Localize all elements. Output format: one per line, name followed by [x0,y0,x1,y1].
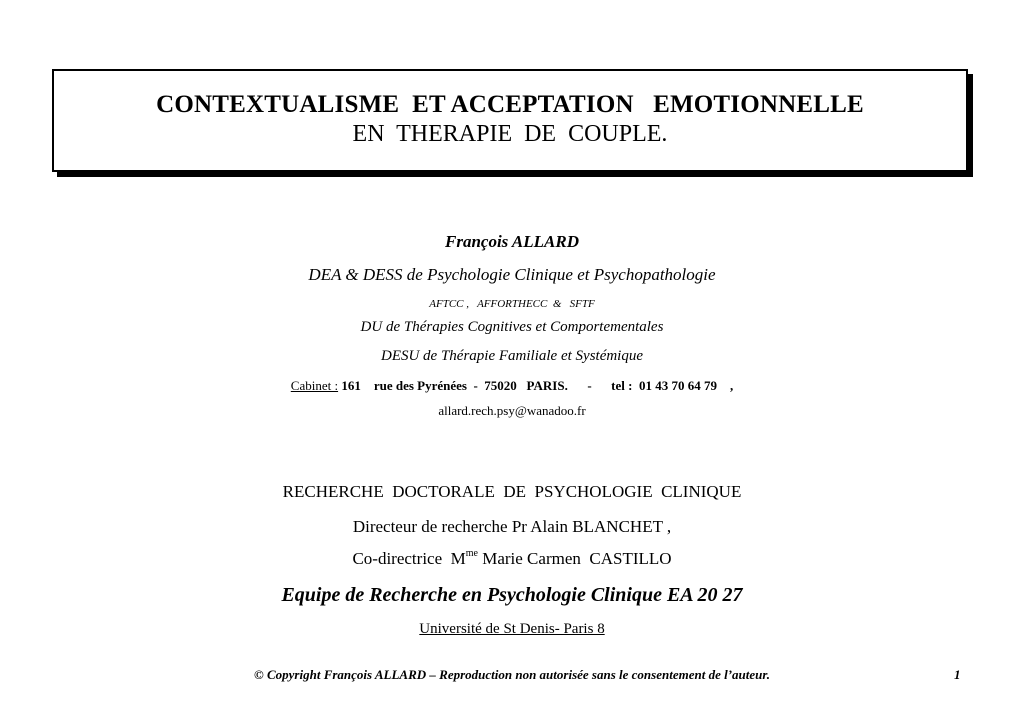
author-associations: AFTCC , AFFORTHECC & SFTF [429,298,595,310]
author-degree-1: DEA & DESS de Psychologie Clinique et Psychopathologie [308,265,716,284]
author-degree-2: DU de Thérapies Cognitives et Comportementales [360,319,664,335]
cabinet-line [0,378,1024,394]
copyright-footer: © Copyright François ALLARD – Reproduction non autorisée sans le consentement de l’auteur. [254,667,770,682]
cabinet-address: 161 rue des Pyrénées - 75020 PARIS. - tel : 01 43 70 64 79 , [338,378,734,393]
author-name: François ALLARD [445,232,579,251]
author-degree-3: DESU de Thérapie Familiale et Systémique [380,348,644,364]
document-subtitle: EN THERAPIE DE COUPLE. [352,121,668,147]
research-codirector [0,548,1024,569]
cabinet-label: Cabinet : [290,378,339,393]
page-number: 1 [954,667,961,682]
codirector-prefix: Co-directrice M [352,549,466,568]
research-program: RECHERCHE DOCTORALE DE PSYCHOLOGIE CLINIQUE [282,482,742,501]
author-email: allard.rech.psy@wanadoo.fr [438,403,586,418]
codirector-title-sup: me [465,548,478,559]
research-director: Directeur de recherche Pr Alain BLANCHET , [352,517,672,536]
university: Université de St Denis- Paris 8 [419,621,605,637]
research-team: Equipe de Recherche en Psychologie Clinique EA 20 27 [281,584,743,606]
codirector-name: Marie Carmen CASTILLO [477,549,672,568]
document-title: CONTEXTUALISME ET ACCEPTATION EMOTIONNELLE [156,91,864,118]
title-box [52,69,968,172]
